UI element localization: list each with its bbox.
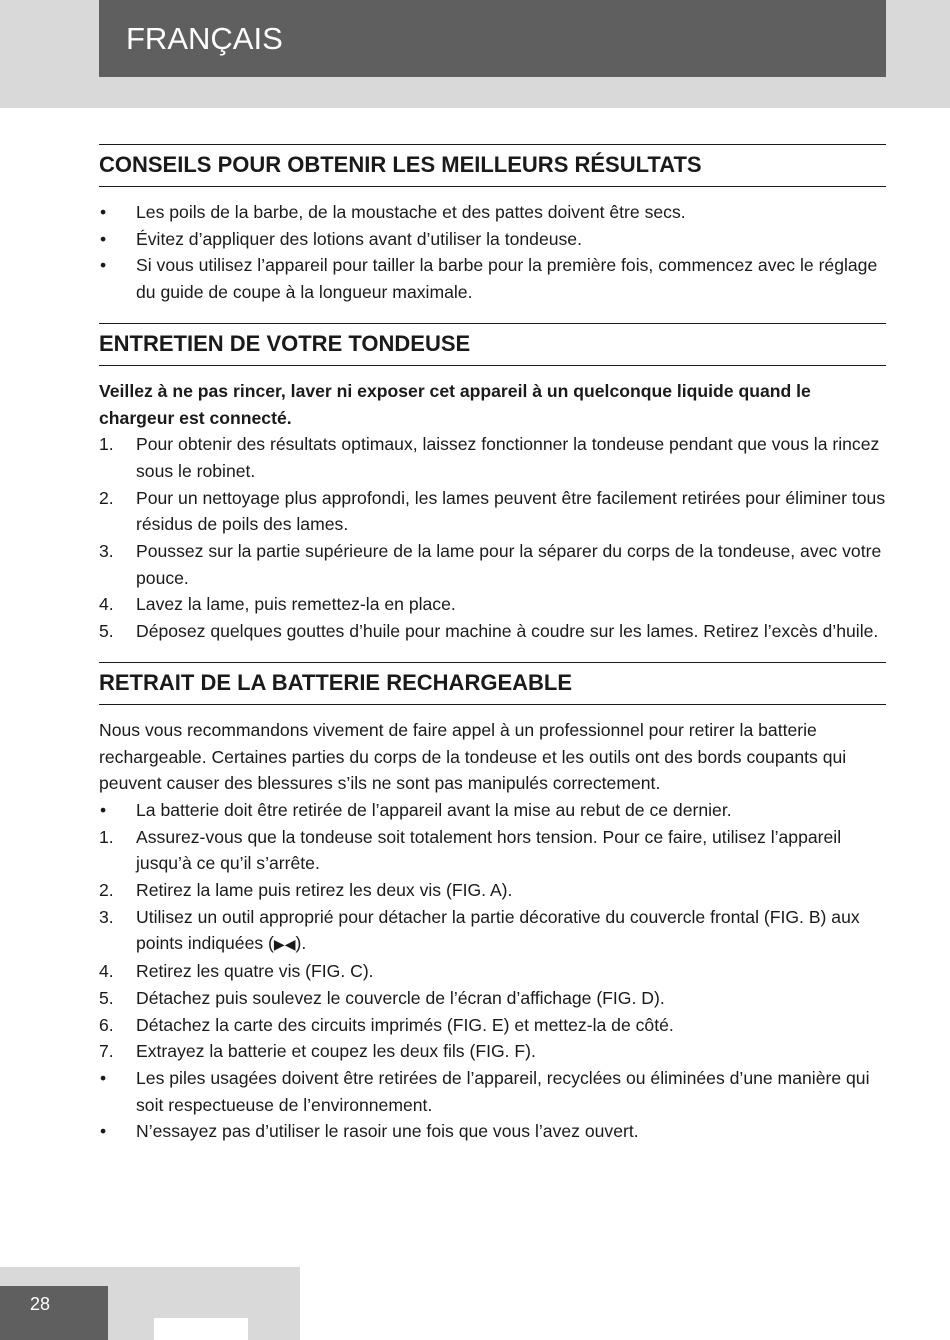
bullet-marker: •	[100, 1121, 107, 1142]
list-item-text: La batterie doit être retirée de l’appareil avant la mise au rebut de ce dernier.	[136, 799, 732, 820]
bullet-marker: •	[100, 202, 107, 222]
list-item-text: Détachez la carte des circuits imprimés (FIG. E) et mettez-la de côté.	[136, 1014, 674, 1035]
list-item	[99, 824, 886, 877]
bullet-marker: •	[100, 255, 107, 276]
list-item	[99, 431, 886, 484]
list-item-text: Poussez sur la partie supérieure de la lame pour la séparer du corps de la tondeuse, avec votre pouce.	[136, 541, 882, 588]
step-number: 4.	[99, 594, 114, 615]
list-item-text: Pour obtenir des résultats optimaux, laissez fonctionner la tondeuse pendant que vous la rincez sous le robinet.	[136, 434, 880, 481]
section-title: ENTRETIEN DE VOTRE TONDEUSE	[99, 323, 886, 366]
warning-text: Veillez à ne pas rincer, laver ni exposer cet appareil à un quelconque liquide quand le chargeur est connecté.	[99, 380, 811, 428]
list-item-text: Les poils de la barbe, de la moustache et des pattes doivent être secs.	[136, 202, 686, 222]
list-item	[99, 252, 886, 305]
list-item-text: Assurez-vous que la tondeuse soit totalement hors tension. Pour ce faire, utilisez l’appareil jusqu’à ce qu’il s’arrête.	[136, 826, 842, 874]
list-item-text: Déposez quelques gouttes d’huile pour machine à coudre sur les lames. Retirez l’excès d’huile.	[136, 621, 879, 642]
list-item-text: Détachez puis soulevez le couvercle de l’écran d’affichage (FIG. D).	[136, 987, 665, 1008]
list-item	[99, 985, 886, 1012]
step-number: 2.	[99, 880, 114, 901]
list-item	[99, 1038, 886, 1065]
intro-paragraph: Nous vous recommandons vivement de faire appel à un professionnel pour retirer la batterie rechargeable. Certaines parties du corps de la tondeuse et les outils ont des bords coupants qui peuvent causer des blessures s’ils ne sont pas manipulés correctement.	[99, 719, 847, 794]
list-item-text: Évitez d’appliquer des lotions avant d’utiliser la tondeuse.	[136, 228, 582, 249]
list-item	[99, 591, 886, 618]
language-header: FRANÇAIS	[99, 0, 886, 77]
list-item	[99, 797, 886, 824]
arrow-markers-icon: ▶◀	[273, 936, 296, 953]
section-title: CONSEILS POUR OBTENIR LES MEILLEURS RÉSULTATS	[99, 144, 886, 187]
list-item	[99, 226, 886, 253]
step-number: 3.	[99, 906, 114, 927]
list-item	[99, 485, 886, 538]
step-number: 3.	[99, 541, 114, 562]
list-item	[99, 1065, 886, 1118]
list-item-text: Extrayez la batterie et coupez les deux fils (FIG. F).	[136, 1041, 536, 1062]
list-item	[99, 877, 886, 904]
footer-tab	[154, 1318, 248, 1340]
list-item-text: Retirez les quatre vis (FIG. C).	[136, 961, 374, 982]
list-item	[99, 199, 886, 226]
list-item	[99, 618, 886, 645]
list-item-text: Si vous utilisez l’appareil pour tailler la barbe pour la première fois, commencez avec le réglage du guide de coupe à la longueur maximale.	[136, 255, 878, 303]
section-battery-removal	[99, 662, 886, 1145]
section-tips	[99, 144, 886, 306]
step-number: 2.	[99, 487, 114, 508]
section-maintenance	[99, 323, 886, 645]
document-body	[99, 144, 886, 1162]
step-number: 1.	[99, 826, 114, 847]
list-item	[99, 1118, 886, 1145]
list-item-text: Retirez la lame puis retirez les deux vis (FIG. A).	[136, 880, 513, 901]
section-title: RETRAIT DE LA BATTERIE RECHARGEABLE	[99, 662, 886, 705]
bullet-marker: •	[100, 228, 107, 249]
list-item-text-group	[136, 904, 886, 958]
step-number: 5.	[99, 621, 114, 642]
step-number: 4.	[99, 961, 114, 982]
page-number: 28	[0, 1286, 108, 1340]
step-number: 7.	[99, 1041, 114, 1062]
step-number: 5.	[99, 987, 114, 1008]
list-item-text: Utilisez un outil approprié pour détacher la partie décorative du couvercle frontal (FIG. B) aux points indiquées (	[136, 906, 860, 954]
list-item	[99, 538, 886, 591]
list-item-text: N’essayez pas d’utiliser le rasoir une fois que vous l’avez ouvert.	[136, 1121, 639, 1142]
list-item	[99, 958, 886, 985]
list-item-text: Pour un nettoyage plus approfondi, les lames peuvent être facilement retirées pour éliminer tous résidus de poils des lames.	[136, 487, 886, 535]
list-item-text: Lavez la lame, puis remettez-la en place.	[136, 594, 456, 615]
list-item-text-end: ).	[295, 933, 307, 954]
list-item	[99, 904, 886, 958]
step-number: 6.	[99, 1014, 114, 1035]
bullet-marker: •	[100, 799, 107, 820]
bullet-marker: •	[100, 1067, 107, 1088]
step-number: 1.	[99, 434, 114, 455]
list-item-text: Les piles usagées doivent être retirées de l’appareil, recyclées ou éliminées d’une manière qui soit respectueuse de l’environnement.	[136, 1067, 870, 1115]
list-item	[99, 1012, 886, 1039]
